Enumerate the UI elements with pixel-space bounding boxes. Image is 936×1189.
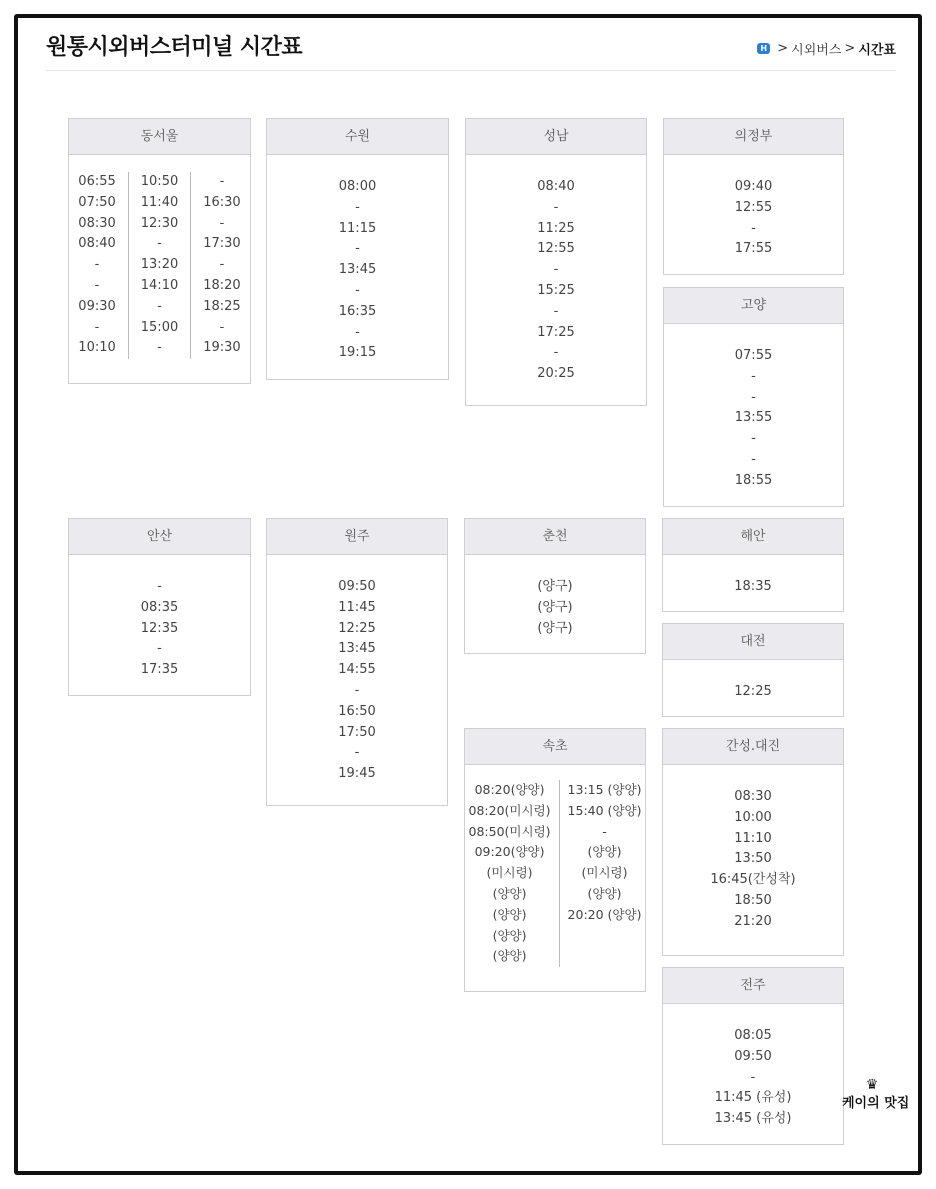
time-list [664, 177, 843, 260]
time-entry: 18:35 [734, 579, 772, 594]
time-entry: 11:40 [140, 194, 179, 210]
time-entry: 19:45 [338, 766, 376, 782]
time-entry: 11:45 [338, 599, 376, 615]
time-entry: - [354, 745, 360, 761]
time-entry: 07:55 [734, 348, 773, 363]
time-entry: - [219, 257, 225, 273]
time-column [191, 172, 240, 359]
route-box-ansan [68, 518, 251, 696]
route-name: 전주 [663, 968, 843, 1004]
route-name: 의정부 [664, 119, 843, 155]
time-entry: - [751, 431, 756, 447]
time-entry: - [157, 579, 162, 594]
time-entry: - [219, 174, 225, 189]
time-entry: (양구) [537, 579, 573, 594]
time-entry: - [157, 340, 162, 356]
time-entry: 06:55 [78, 174, 116, 189]
time-entry: - [751, 451, 756, 467]
time-entry: - [219, 319, 225, 335]
route-box-goyang [663, 287, 844, 507]
breadcrumb-item-timetable: 시간표 [858, 43, 896, 58]
time-entry: 09:40 [734, 179, 773, 194]
time-entry: 09:20(양양) [474, 844, 545, 860]
route-box-wonju [266, 518, 448, 806]
time-entry: - [219, 215, 225, 231]
time-entry: 15:40 (양양) [567, 802, 642, 818]
time-entry: 09:50 [338, 579, 376, 594]
route-name: 원주 [267, 519, 447, 555]
time-list [267, 177, 448, 364]
time-entry: 12:55 [537, 241, 575, 257]
corner-badge[interactable] [842, 1077, 910, 1111]
route-box-suwon [266, 118, 449, 380]
time-list [663, 577, 843, 598]
timetable-columns [465, 780, 645, 967]
time-entry: (양양) [587, 885, 622, 901]
time-entry: 12:55 [734, 199, 773, 215]
time-entry: 17:30 [203, 236, 241, 252]
route-name: 고양 [664, 288, 843, 324]
route-name: 안산 [69, 519, 250, 555]
time-entry: - [553, 262, 559, 278]
time-entry: 14:10 [140, 277, 179, 293]
time-entry: - [355, 241, 360, 257]
time-entry: - [751, 368, 756, 384]
time-entry: (양양) [492, 885, 527, 901]
time-entry: 08:40 [78, 236, 116, 252]
route-box-ganseong-daejin [662, 728, 844, 956]
time-entry: 11:45 (유성) [714, 1090, 792, 1106]
route-box-dongseoul [68, 118, 251, 384]
time-entry: 13:20 [140, 257, 179, 273]
time-entry: - [751, 220, 756, 236]
corner-badge-label: 케이의 맛집 [842, 1096, 910, 1111]
time-entry: - [94, 257, 100, 273]
time-entry: 16:30 [203, 194, 241, 210]
time-list [466, 177, 646, 385]
time-entry: 09:50 [734, 1048, 772, 1064]
time-entry: (미시령) [486, 865, 533, 881]
route-box-uijeongbu [663, 118, 844, 275]
time-entry: 08:50(미시령) [468, 823, 551, 839]
time-entry: 17:50 [338, 724, 376, 740]
breadcrumb-item-intercity-bus[interactable]: 시외버스 [791, 43, 842, 58]
time-entry: 10:50 [140, 174, 179, 189]
time-entry: 20:25 [537, 366, 575, 382]
time-entry: 08:20(미시령) [468, 802, 551, 818]
time-entry: 08:35 [140, 599, 179, 615]
time-entry: 07:50 [78, 194, 116, 210]
time-entry: 15:25 [537, 282, 575, 298]
time-entry: 12:25 [338, 620, 376, 636]
time-entry: 09:30 [78, 298, 116, 314]
time-column [560, 780, 642, 967]
route-box-haean [662, 518, 844, 612]
time-entry: 11:10 [734, 830, 772, 846]
time-column [129, 172, 191, 359]
time-column [469, 780, 560, 967]
time-entry: 19:15 [338, 345, 377, 361]
time-entry: 08:40 [537, 179, 575, 194]
time-entry: - [553, 199, 559, 215]
route-name: 대전 [663, 624, 843, 660]
chevron-right-icon: > [844, 41, 856, 56]
time-entry: (양구) [537, 599, 573, 615]
time-entry: 13:45 (유성) [714, 1111, 792, 1127]
time-entry: 12:35 [140, 620, 179, 636]
time-entry: 13:55 [734, 410, 773, 426]
time-entry: 13:45 [338, 641, 376, 657]
time-entry: - [750, 1069, 756, 1085]
time-entry: 10:10 [78, 340, 116, 356]
time-entry: (양양) [492, 948, 527, 964]
time-entry: - [355, 199, 360, 215]
time-entry: 11:15 [338, 220, 377, 236]
route-name: 동서울 [69, 119, 250, 155]
time-entry: (양양) [587, 844, 622, 860]
time-list [267, 577, 447, 785]
time-entry: 17:55 [734, 241, 773, 257]
time-entry: 16:35 [338, 303, 377, 319]
time-entry: 17:25 [537, 324, 575, 340]
time-entry: 11:25 [537, 220, 575, 236]
time-entry: - [354, 682, 360, 698]
time-entry: 12:30 [140, 215, 179, 231]
time-list [465, 577, 645, 639]
route-name: 춘천 [465, 519, 645, 555]
time-entry: - [157, 236, 162, 252]
time-entry: 08:30 [734, 789, 772, 804]
page-title: 원통시외버스터미널 시간표 [46, 35, 303, 60]
time-entry: 16:50 [338, 703, 376, 719]
time-entry: 19:30 [203, 340, 241, 356]
time-entry: 18:55 [734, 472, 773, 488]
route-box-daejeon [662, 623, 844, 717]
time-entry: 08:00 [338, 179, 377, 194]
time-entry: (미시령) [581, 865, 628, 881]
time-entry: - [602, 823, 607, 839]
time-list [663, 1026, 843, 1130]
time-entry: - [94, 277, 100, 293]
chevron-right-icon: > [777, 41, 789, 56]
time-entry: 13:15 (양양) [567, 782, 642, 797]
route-name: 속초 [465, 729, 645, 765]
time-entry: 12:25 [734, 684, 772, 699]
crown-icon: ♛ [865, 1077, 879, 1093]
route-box-jeonju [662, 967, 844, 1145]
time-entry: 08:05 [734, 1028, 772, 1043]
time-entry: - [355, 324, 360, 340]
timetable-columns [69, 172, 250, 359]
time-list [663, 682, 843, 703]
time-entry: 08:30 [78, 215, 116, 231]
time-entry: 18:20 [203, 277, 241, 293]
time-entry: 15:00 [140, 319, 179, 335]
time-column [78, 172, 128, 359]
time-list [69, 577, 250, 681]
route-box-chuncheon [464, 518, 646, 654]
time-entry: (양양) [492, 927, 527, 943]
title-divider [46, 70, 896, 71]
time-entry: 21:20 [734, 913, 772, 929]
time-entry: (양구) [537, 620, 573, 636]
route-box-sokcho [464, 728, 646, 992]
time-entry: - [751, 389, 756, 405]
time-entry: 17:35 [140, 662, 179, 678]
home-icon[interactable]: H [757, 43, 770, 54]
route-name: 간성.대진 [663, 729, 843, 765]
breadcrumb [757, 39, 896, 58]
time-entry: 18:25 [203, 298, 241, 314]
route-name: 해안 [663, 519, 843, 555]
time-entry: 13:50 [734, 851, 772, 867]
time-list [663, 787, 843, 933]
time-entry: (양양) [492, 906, 527, 922]
time-entry: - [355, 282, 360, 298]
time-list [664, 346, 843, 492]
time-entry: 13:45 [338, 262, 377, 278]
time-entry: 10:00 [734, 809, 772, 825]
route-name: 성남 [466, 119, 646, 155]
time-entry: 16:45(간성착) [710, 872, 796, 888]
time-entry: 14:55 [338, 662, 376, 678]
route-box-seongnam [465, 118, 647, 406]
time-entry: 18:50 [734, 892, 772, 908]
route-name: 수원 [267, 119, 448, 155]
time-entry: 08:20(양양) [474, 782, 545, 797]
time-entry: - [553, 303, 559, 319]
time-entry: 20:20 (양양) [567, 906, 642, 922]
time-entry: - [94, 319, 100, 335]
time-entry: - [553, 345, 559, 361]
time-entry: - [157, 298, 162, 314]
time-entry: - [157, 641, 162, 657]
